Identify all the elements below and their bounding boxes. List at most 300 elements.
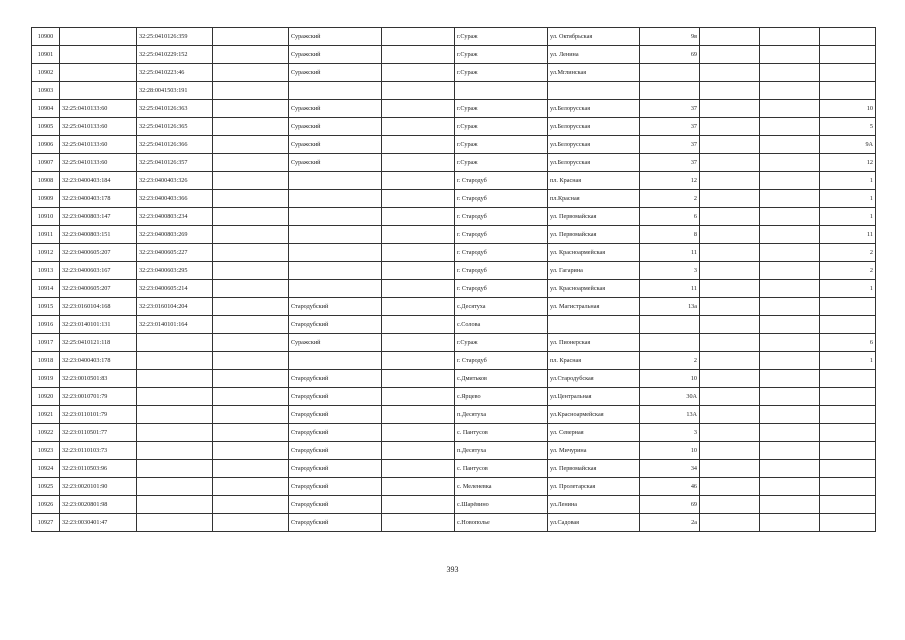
- object-cadastral-number-cell: 32:23:0400403:326: [137, 172, 213, 190]
- district-cell: [289, 280, 382, 298]
- district-cell: Суражский: [289, 64, 382, 82]
- object-cadastral-number-cell: [137, 424, 213, 442]
- empty-cell: [760, 406, 820, 424]
- empty-cell: [382, 64, 455, 82]
- cadastral-number-cell: 32:25:0410133:60: [60, 118, 137, 136]
- object-cadastral-number-cell: [137, 514, 213, 532]
- empty-cell: [760, 334, 820, 352]
- row-number-cell: 10914: [32, 280, 60, 298]
- table-row: [32, 208, 876, 226]
- empty-cell: [382, 496, 455, 514]
- locality-cell: с. Пантусов: [455, 424, 548, 442]
- apartment-number-cell: 1: [820, 352, 876, 370]
- house-number-cell: 69: [640, 496, 700, 514]
- empty-cell: [213, 460, 289, 478]
- cadastral-number-cell: [60, 46, 137, 64]
- empty-cell: [382, 262, 455, 280]
- object-cadastral-number-cell: [137, 406, 213, 424]
- empty-cell: [760, 388, 820, 406]
- table-row: [32, 82, 876, 100]
- cadastral-number-cell: 32:25:0410133:60: [60, 136, 137, 154]
- row-number-cell: 10906: [32, 136, 60, 154]
- district-cell: Стародубский: [289, 370, 382, 388]
- cadastral-number-cell: [60, 64, 137, 82]
- empty-cell: [213, 478, 289, 496]
- street-cell: ул.Красноармейская: [548, 406, 640, 424]
- row-number-cell: 10917: [32, 334, 60, 352]
- empty-cell: [760, 154, 820, 172]
- district-cell: Суражский: [289, 28, 382, 46]
- street-cell: ул. Октябрьская: [548, 28, 640, 46]
- empty-cell: [213, 370, 289, 388]
- empty-cell: [213, 172, 289, 190]
- district-cell: [289, 82, 382, 100]
- apartment-number-cell: [820, 298, 876, 316]
- cadastral-number-cell: [60, 82, 137, 100]
- empty-cell: [382, 352, 455, 370]
- district-cell: [289, 262, 382, 280]
- locality-cell: г.Сураж: [455, 154, 548, 172]
- locality-cell: г. Стародуб: [455, 244, 548, 262]
- house-number-cell: 69: [640, 46, 700, 64]
- cadastral-number-cell: 32:23:0110503:96: [60, 460, 137, 478]
- empty-cell: [760, 496, 820, 514]
- empty-cell: [382, 244, 455, 262]
- street-cell: ул. Первомайская: [548, 460, 640, 478]
- empty-cell: [700, 424, 760, 442]
- table-row: [32, 478, 876, 496]
- table-body: [32, 28, 876, 532]
- empty-cell: [382, 334, 455, 352]
- table-row: [32, 118, 876, 136]
- street-cell: ул. Гагарина: [548, 262, 640, 280]
- row-number-cell: 10921: [32, 406, 60, 424]
- empty-cell: [700, 460, 760, 478]
- empty-cell: [700, 82, 760, 100]
- street-cell: ул.Белорусская: [548, 154, 640, 172]
- street-cell: пл. Красная: [548, 352, 640, 370]
- empty-cell: [213, 244, 289, 262]
- empty-cell: [760, 424, 820, 442]
- table-row: [32, 28, 876, 46]
- locality-cell: с.Дмитьков: [455, 370, 548, 388]
- empty-cell: [700, 478, 760, 496]
- cadastral-number-cell: 32:25:0410121:118: [60, 334, 137, 352]
- apartment-number-cell: 10: [820, 100, 876, 118]
- district-cell: Стародубский: [289, 316, 382, 334]
- empty-cell: [760, 172, 820, 190]
- house-number-cell: 9в: [640, 28, 700, 46]
- district-cell: Суражский: [289, 334, 382, 352]
- row-number-cell: 10916: [32, 316, 60, 334]
- table-row: [32, 496, 876, 514]
- empty-cell: [213, 406, 289, 424]
- row-number-cell: 10915: [32, 298, 60, 316]
- house-number-cell: 13а: [640, 298, 700, 316]
- empty-cell: [760, 118, 820, 136]
- row-number-cell: 10922: [32, 424, 60, 442]
- house-number-cell: 37: [640, 100, 700, 118]
- house-number-cell: 37: [640, 154, 700, 172]
- empty-cell: [382, 460, 455, 478]
- empty-cell: [700, 280, 760, 298]
- empty-cell: [382, 424, 455, 442]
- empty-cell: [382, 46, 455, 64]
- street-cell: [548, 82, 640, 100]
- object-cadastral-number-cell: 32:25:0410223:46: [137, 64, 213, 82]
- empty-cell: [382, 406, 455, 424]
- row-number-cell: 10905: [32, 118, 60, 136]
- object-cadastral-number-cell: [137, 478, 213, 496]
- apartment-number-cell: [820, 388, 876, 406]
- street-cell: ул.Ленина: [548, 496, 640, 514]
- locality-cell: г. Стародуб: [455, 190, 548, 208]
- object-cadastral-number-cell: 32:23:0160104:204: [137, 298, 213, 316]
- empty-cell: [700, 208, 760, 226]
- cadastral-number-cell: 32:23:0160104:168: [60, 298, 137, 316]
- locality-cell: [455, 82, 548, 100]
- district-cell: [289, 226, 382, 244]
- empty-cell: [213, 64, 289, 82]
- row-number-cell: 10912: [32, 244, 60, 262]
- empty-cell: [213, 334, 289, 352]
- apartment-number-cell: [820, 406, 876, 424]
- locality-cell: с. Пантусов: [455, 460, 548, 478]
- district-cell: Суражский: [289, 118, 382, 136]
- empty-cell: [760, 208, 820, 226]
- object-cadastral-number-cell: 32:28:0041503:191: [137, 82, 213, 100]
- locality-cell: г.Сураж: [455, 28, 548, 46]
- house-number-cell: 3: [640, 424, 700, 442]
- row-number-cell: 10926: [32, 496, 60, 514]
- empty-cell: [382, 388, 455, 406]
- object-cadastral-number-cell: [137, 460, 213, 478]
- empty-cell: [760, 298, 820, 316]
- row-number-cell: 10904: [32, 100, 60, 118]
- house-number-cell: [640, 316, 700, 334]
- table-row: [32, 334, 876, 352]
- empty-cell: [760, 370, 820, 388]
- apartment-number-cell: [820, 460, 876, 478]
- district-cell: [289, 172, 382, 190]
- empty-cell: [382, 280, 455, 298]
- locality-cell: п.Десятуха: [455, 406, 548, 424]
- locality-cell: г.Сураж: [455, 64, 548, 82]
- table-row: [32, 352, 876, 370]
- row-number-cell: 10913: [32, 262, 60, 280]
- table-row: [32, 406, 876, 424]
- district-cell: Стародубский: [289, 298, 382, 316]
- cadastral-number-cell: 32:23:0400403:178: [60, 352, 137, 370]
- apartment-number-cell: [820, 316, 876, 334]
- empty-cell: [700, 46, 760, 64]
- street-cell: пл.Красная: [548, 190, 640, 208]
- house-number-cell: 46: [640, 478, 700, 496]
- street-cell: ул. Пионерская: [548, 334, 640, 352]
- empty-cell: [760, 442, 820, 460]
- house-number-cell: 2: [640, 352, 700, 370]
- apartment-number-cell: 1: [820, 280, 876, 298]
- empty-cell: [700, 172, 760, 190]
- cadastral-number-cell: 32:23:0140101:131: [60, 316, 137, 334]
- cadastral-number-cell: 32:23:0010701:79: [60, 388, 137, 406]
- cadastral-number-cell: [60, 28, 137, 46]
- empty-cell: [213, 280, 289, 298]
- district-cell: [289, 244, 382, 262]
- table-row: [32, 316, 876, 334]
- house-number-cell: [640, 64, 700, 82]
- apartment-number-cell: [820, 82, 876, 100]
- object-cadastral-number-cell: 32:25:0410229:152: [137, 46, 213, 64]
- empty-cell: [213, 100, 289, 118]
- cadastral-number-cell: 32:25:0410133:60: [60, 154, 137, 172]
- house-number-cell: 30А: [640, 388, 700, 406]
- object-cadastral-number-cell: [137, 352, 213, 370]
- object-cadastral-number-cell: [137, 370, 213, 388]
- district-cell: [289, 352, 382, 370]
- empty-cell: [382, 442, 455, 460]
- cadastral-number-cell: 32:23:0110103:73: [60, 442, 137, 460]
- empty-cell: [700, 442, 760, 460]
- empty-cell: [700, 334, 760, 352]
- empty-cell: [700, 316, 760, 334]
- empty-cell: [700, 154, 760, 172]
- locality-cell: с.Новополье: [455, 514, 548, 532]
- empty-cell: [700, 136, 760, 154]
- locality-cell: с. Меленевка: [455, 478, 548, 496]
- empty-cell: [382, 100, 455, 118]
- empty-cell: [382, 154, 455, 172]
- house-number-cell: 37: [640, 136, 700, 154]
- cadastral-number-cell: 32:23:0400803:147: [60, 208, 137, 226]
- street-cell: ул. Красноармейская: [548, 280, 640, 298]
- table-row: [32, 280, 876, 298]
- locality-cell: с.Солова: [455, 316, 548, 334]
- cadastral-number-cell: 32:23:0110101:79: [60, 406, 137, 424]
- empty-cell: [760, 460, 820, 478]
- apartment-number-cell: 1: [820, 208, 876, 226]
- empty-cell: [700, 64, 760, 82]
- cadastral-number-cell: 32:23:0400403:184: [60, 172, 137, 190]
- apartment-number-cell: [820, 370, 876, 388]
- object-cadastral-number-cell: 32:23:0400603:295: [137, 262, 213, 280]
- row-number-cell: 10901: [32, 46, 60, 64]
- empty-cell: [700, 406, 760, 424]
- empty-cell: [213, 388, 289, 406]
- locality-cell: с.Десятуха: [455, 298, 548, 316]
- empty-cell: [382, 226, 455, 244]
- table-row: [32, 244, 876, 262]
- empty-cell: [213, 190, 289, 208]
- table-row: [32, 298, 876, 316]
- district-cell: Стародубский: [289, 424, 382, 442]
- table-row: [32, 262, 876, 280]
- empty-cell: [213, 496, 289, 514]
- empty-cell: [760, 100, 820, 118]
- row-number-cell: 10907: [32, 154, 60, 172]
- empty-cell: [700, 262, 760, 280]
- street-cell: ул.Стародубская: [548, 370, 640, 388]
- cadastral-number-cell: 32:23:0400803:151: [60, 226, 137, 244]
- object-cadastral-number-cell: 32:23:0400605:214: [137, 280, 213, 298]
- row-number-cell: 10925: [32, 478, 60, 496]
- row-number-cell: 10918: [32, 352, 60, 370]
- locality-cell: с.Шарёвино: [455, 496, 548, 514]
- district-cell: Стародубский: [289, 514, 382, 532]
- empty-cell: [382, 172, 455, 190]
- district-cell: Стародубский: [289, 460, 382, 478]
- apartment-number-cell: [820, 28, 876, 46]
- cadastral-number-cell: 32:23:0020101:90: [60, 478, 137, 496]
- street-cell: ул.Мглинская: [548, 64, 640, 82]
- empty-cell: [700, 370, 760, 388]
- apartment-number-cell: 2: [820, 262, 876, 280]
- apartment-number-cell: [820, 424, 876, 442]
- district-cell: [289, 190, 382, 208]
- locality-cell: г. Стародуб: [455, 352, 548, 370]
- empty-cell: [700, 244, 760, 262]
- table-row: [32, 154, 876, 172]
- empty-cell: [382, 370, 455, 388]
- locality-cell: с.Ярцево: [455, 388, 548, 406]
- street-cell: ул. Ленина: [548, 46, 640, 64]
- empty-cell: [213, 262, 289, 280]
- object-cadastral-number-cell: 32:25:0410126:366: [137, 136, 213, 154]
- locality-cell: г. Стародуб: [455, 262, 548, 280]
- street-cell: ул.Белорусская: [548, 136, 640, 154]
- empty-cell: [700, 352, 760, 370]
- empty-cell: [382, 118, 455, 136]
- street-cell: ул.Садовая: [548, 514, 640, 532]
- district-cell: Суражский: [289, 100, 382, 118]
- street-cell: ул.Центральная: [548, 388, 640, 406]
- district-cell: Стародубский: [289, 496, 382, 514]
- empty-cell: [382, 298, 455, 316]
- street-cell: ул. Красноармейская: [548, 244, 640, 262]
- empty-cell: [382, 316, 455, 334]
- empty-cell: [213, 136, 289, 154]
- table-row: [32, 514, 876, 532]
- row-number-cell: 10923: [32, 442, 60, 460]
- empty-cell: [213, 316, 289, 334]
- page-number: 393: [446, 565, 459, 574]
- district-cell: Стародубский: [289, 406, 382, 424]
- row-number-cell: 10911: [32, 226, 60, 244]
- apartment-number-cell: 2: [820, 244, 876, 262]
- cadastral-number-cell: 32:25:0410133:60: [60, 100, 137, 118]
- empty-cell: [213, 226, 289, 244]
- object-cadastral-number-cell: [137, 496, 213, 514]
- house-number-cell: [640, 334, 700, 352]
- house-number-cell: [640, 82, 700, 100]
- table-row: [32, 136, 876, 154]
- empty-cell: [700, 496, 760, 514]
- object-cadastral-number-cell: [137, 442, 213, 460]
- locality-cell: г.Сураж: [455, 46, 548, 64]
- table-row: [32, 64, 876, 82]
- empty-cell: [382, 208, 455, 226]
- street-cell: ул.Белорусская: [548, 100, 640, 118]
- empty-cell: [700, 514, 760, 532]
- empty-cell: [760, 46, 820, 64]
- house-number-cell: 12: [640, 172, 700, 190]
- table-row: [32, 370, 876, 388]
- cadastral-number-cell: 32:23:0400603:167: [60, 262, 137, 280]
- district-cell: [289, 208, 382, 226]
- locality-cell: г. Стародуб: [455, 280, 548, 298]
- object-cadastral-number-cell: [137, 334, 213, 352]
- apartment-number-cell: 1: [820, 190, 876, 208]
- empty-cell: [382, 190, 455, 208]
- empty-cell: [760, 280, 820, 298]
- apartment-number-cell: [820, 496, 876, 514]
- row-number-cell: 10919: [32, 370, 60, 388]
- house-number-cell: 3: [640, 262, 700, 280]
- empty-cell: [700, 298, 760, 316]
- object-cadastral-number-cell: 32:25:0410126:363: [137, 100, 213, 118]
- empty-cell: [760, 244, 820, 262]
- apartment-number-cell: 1: [820, 172, 876, 190]
- house-number-cell: 37: [640, 118, 700, 136]
- cadastral-number-cell: 32:23:0400403:178: [60, 190, 137, 208]
- street-cell: ул. Первомайская: [548, 226, 640, 244]
- object-cadastral-number-cell: 32:25:0410126:359: [137, 28, 213, 46]
- empty-cell: [760, 136, 820, 154]
- empty-cell: [700, 100, 760, 118]
- empty-cell: [760, 28, 820, 46]
- locality-cell: п.Десятуха: [455, 442, 548, 460]
- apartment-number-cell: [820, 442, 876, 460]
- locality-cell: г.Сураж: [455, 118, 548, 136]
- empty-cell: [213, 424, 289, 442]
- district-cell: Стародубский: [289, 388, 382, 406]
- row-number-cell: 10902: [32, 64, 60, 82]
- empty-cell: [213, 28, 289, 46]
- empty-cell: [213, 82, 289, 100]
- object-cadastral-number-cell: 32:23:0140101:164: [137, 316, 213, 334]
- apartment-number-cell: [820, 46, 876, 64]
- table-row: [32, 172, 876, 190]
- house-number-cell: 34: [640, 460, 700, 478]
- house-number-cell: 13А: [640, 406, 700, 424]
- object-cadastral-number-cell: 32:25:0410126:365: [137, 118, 213, 136]
- cadastral-number-cell: 32:23:0400605:207: [60, 280, 137, 298]
- row-number-cell: 10900: [32, 28, 60, 46]
- table-row: [32, 388, 876, 406]
- empty-cell: [213, 352, 289, 370]
- object-cadastral-number-cell: 32:23:0400605:227: [137, 244, 213, 262]
- empty-cell: [760, 352, 820, 370]
- cadastral-number-cell: 32:23:0400605:207: [60, 244, 137, 262]
- street-cell: пл. Красная: [548, 172, 640, 190]
- empty-cell: [760, 64, 820, 82]
- empty-cell: [382, 478, 455, 496]
- empty-cell: [760, 190, 820, 208]
- apartment-number-cell: 5: [820, 118, 876, 136]
- empty-cell: [213, 118, 289, 136]
- empty-cell: [700, 388, 760, 406]
- locality-cell: г.Сураж: [455, 100, 548, 118]
- empty-cell: [213, 208, 289, 226]
- table-row: [32, 190, 876, 208]
- street-cell: ул. Северная: [548, 424, 640, 442]
- row-number-cell: 10924: [32, 460, 60, 478]
- apartment-number-cell: [820, 478, 876, 496]
- locality-cell: г.Сураж: [455, 334, 548, 352]
- empty-cell: [760, 82, 820, 100]
- cadastral-number-cell: 32:23:0010501:83: [60, 370, 137, 388]
- house-number-cell: 10: [640, 442, 700, 460]
